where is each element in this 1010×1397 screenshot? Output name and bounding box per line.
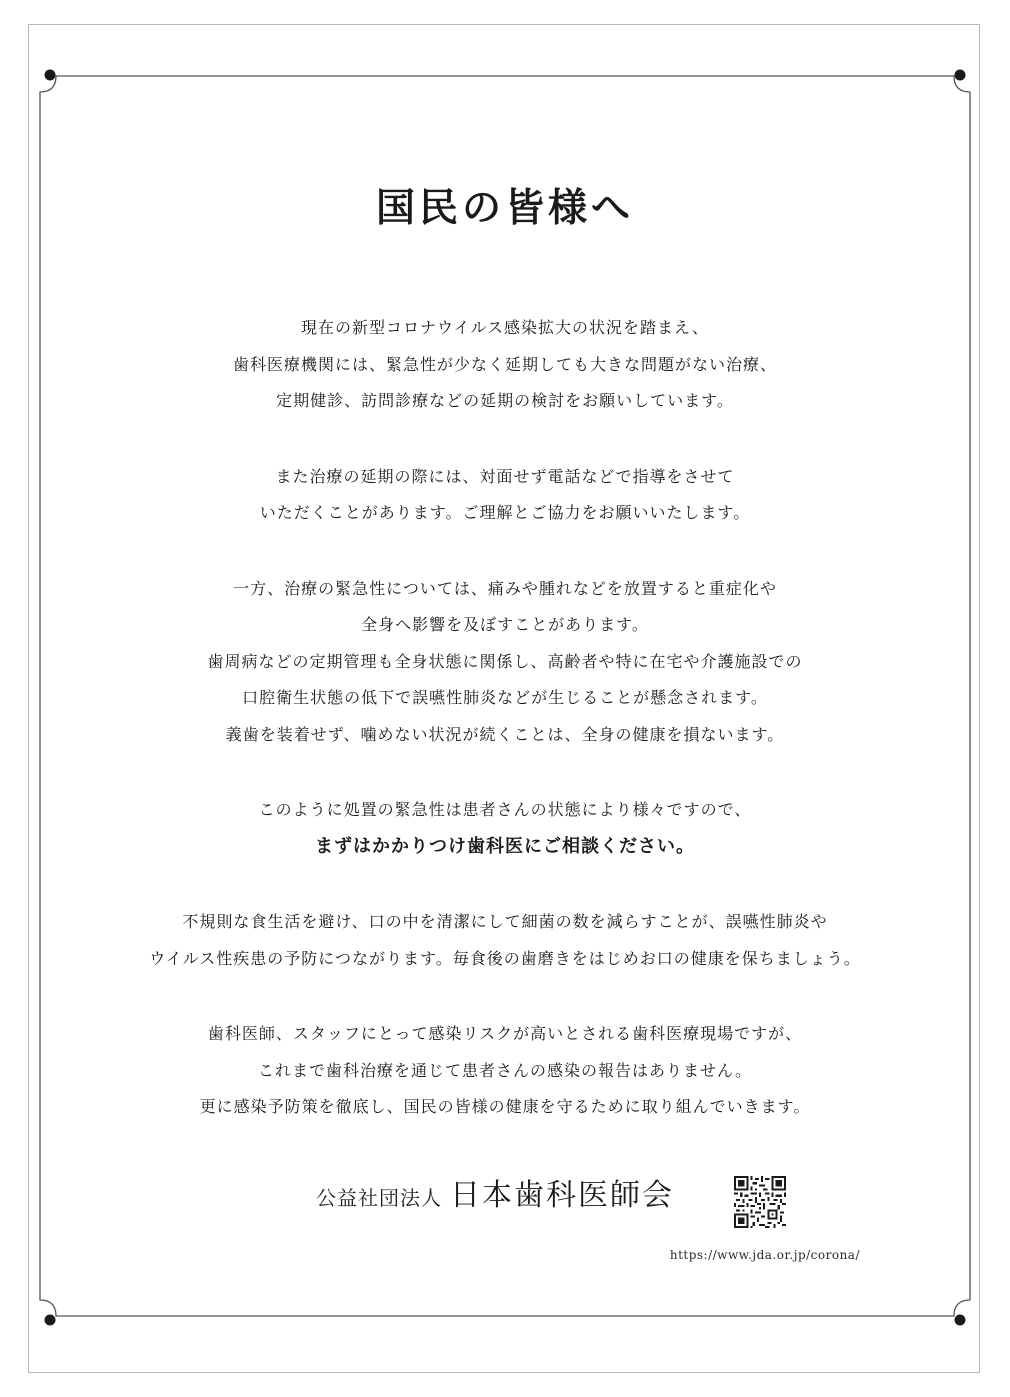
- paragraph-2: [60, 459, 950, 532]
- text-line: このように処置の緊急性は患者さんの状態により様々ですので、: [258, 800, 752, 819]
- corner-dot-bottom-left: [45, 1315, 56, 1326]
- text-line: また治療の延期の際には、対面せず電話などで指導をさせて: [275, 466, 735, 486]
- text-line: 歯科医療機関には、緊急性が少なく延期しても大きな問題がない治療、: [232, 354, 777, 374]
- paragraph-3: [60, 571, 950, 754]
- corner-dot-bottom-right: [955, 1315, 966, 1326]
- url-link[interactable]: https://www.jda.or.jp/corona/: [669, 1248, 860, 1262]
- text-line: ウイルス性疾患の予防につながります。毎食後の歯磨きをはじめお口の健康を保ちましょう。: [149, 948, 861, 968]
- text-line: 義歯を装着せず、噛めない状況が続くことは、全身の健康を損ないます。: [225, 724, 785, 744]
- text-line: 歯周病などの定期管理も全身状態に関係し、高齢者や特に在宅や介護施設での: [207, 651, 803, 671]
- corner-dot-top-right: [955, 70, 966, 81]
- text-line: 全身へ影響を及ぼすことがあります。: [361, 615, 649, 634]
- text-line: 定期健診、訪問診療などの延期の検討をお願いしています。: [276, 391, 734, 410]
- emphasis-line: まずはかかりつけ歯科医にご相談ください。: [315, 835, 695, 857]
- signature: [316, 1170, 674, 1213]
- body-text: [60, 310, 950, 1165]
- corner-dot-top-left: [45, 70, 56, 81]
- text-line: 更に感染予防策を徹底し、国民の皆様の健康を守るために取り組んでいきます。: [199, 1097, 811, 1116]
- text-line: いただくことがあります。ご理解とご協力をお願いいたします。: [259, 503, 751, 522]
- text-line: 歯科医師、スタッフにとって感染リスクが高いとされる歯科医療現場ですが、: [207, 1024, 803, 1043]
- qr-code-icon[interactable]: [734, 1176, 786, 1228]
- text-line: 一方、治療の緊急性については、痛みや腫れなどを放置すると重症化や: [233, 578, 777, 598]
- org-name: 日本歯科医師会: [450, 1178, 674, 1213]
- paragraph-5: [60, 904, 950, 977]
- text-line: これまで歯科治療を通じて患者さんの感染の報告はありません。: [258, 1060, 752, 1080]
- org-type: 公益社団法人: [316, 1186, 442, 1210]
- paragraph-6: [60, 1016, 950, 1126]
- paragraph-1: [60, 310, 950, 420]
- text-line: 不規則な食生活を避け、口の中を清潔にして細菌の数を減らすことが、誤嚥性肺炎や: [182, 912, 828, 931]
- text-line: 現在の新型コロナウイルス感染拡大の状況を踏まえ、: [300, 318, 709, 337]
- paragraph-4: [60, 792, 950, 865]
- page-title: 国民の皆様へ: [375, 185, 634, 231]
- text-line: 口腔衛生状態の低下で誤嚥性肺炎などが生じることが懸念されます。: [242, 688, 768, 707]
